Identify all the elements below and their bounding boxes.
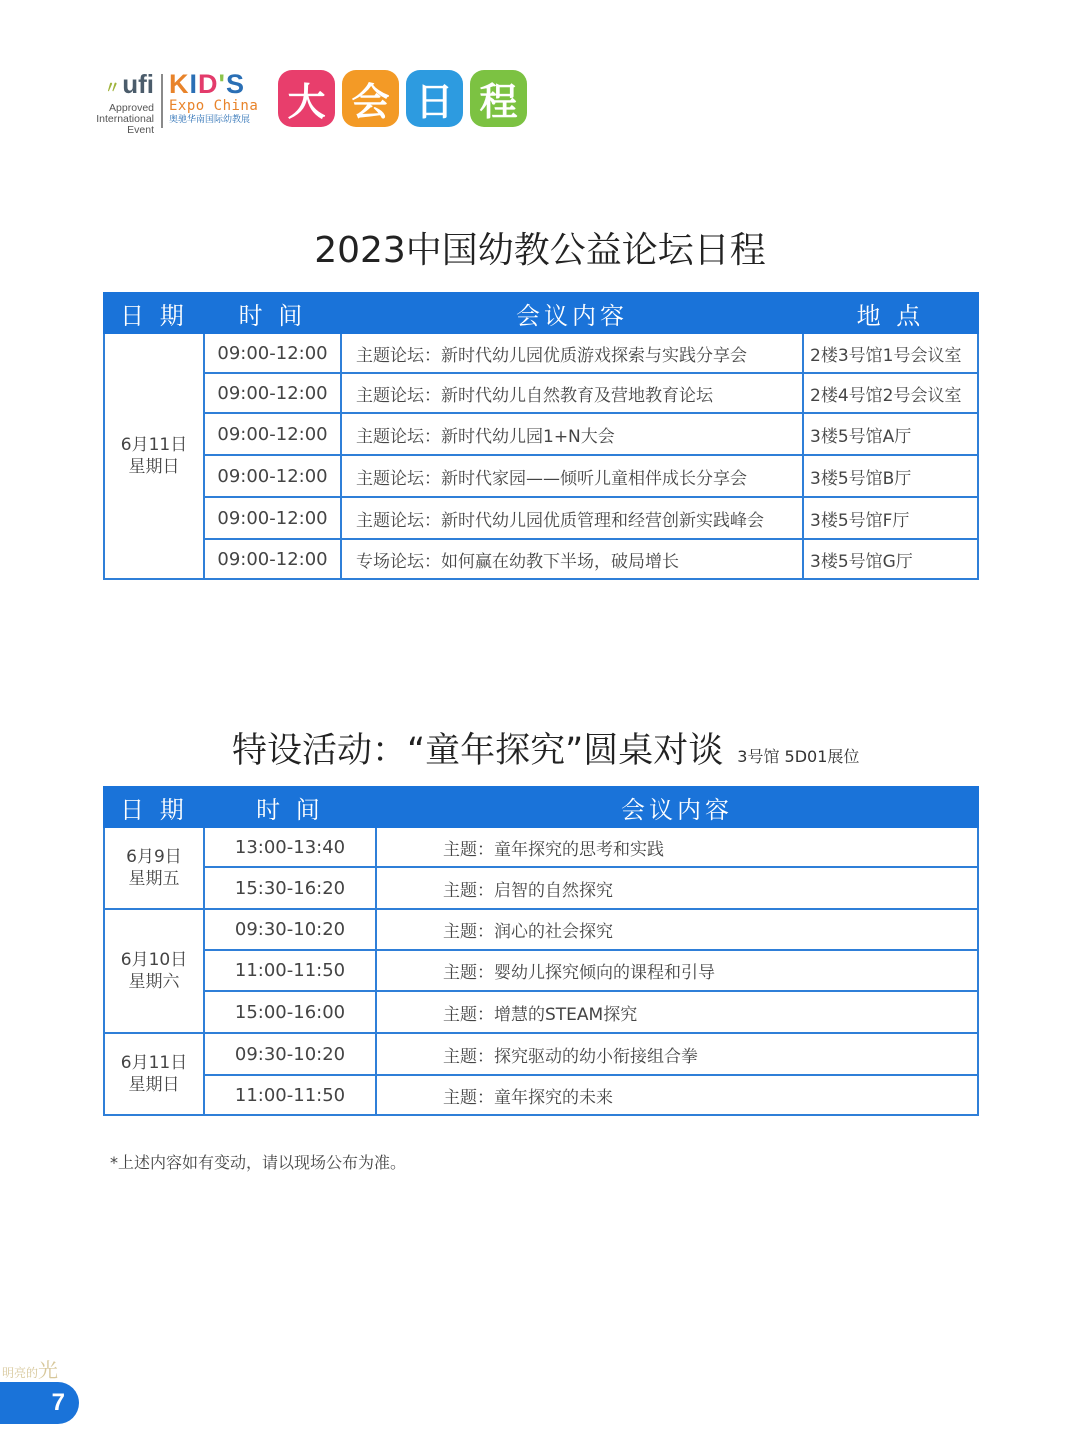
page-number: 7: [51, 1389, 65, 1416]
time-cell: 15:00-16:00: [204, 991, 376, 1033]
content-cell: 主题论坛：新时代家园——倾听儿童相伴成长分享会: [341, 455, 803, 497]
time-cell: 09:30-10:20: [204, 1033, 376, 1075]
table-row: [104, 950, 978, 991]
time-cell: 09:00-12:00: [204, 373, 341, 413]
time-cell: 09:00-12:00: [204, 497, 341, 539]
table-row: [104, 413, 978, 455]
time-cell: 09:30-10:20: [204, 909, 376, 950]
kids-letter: ': [218, 69, 226, 99]
weekday-text: 星期六: [128, 972, 180, 992]
kids-letter: I: [189, 69, 199, 99]
logo-divider: [161, 74, 163, 128]
place-cell: 3楼5号馆F厅: [803, 497, 978, 539]
weekday-text: 星期日: [128, 457, 180, 477]
page-number-tab: [0, 1382, 79, 1424]
place-cell: 3楼5号馆B厅: [803, 455, 978, 497]
time-cell: 09:00-12:00: [204, 455, 341, 497]
header-date: 日 期: [104, 293, 204, 333]
expo-chinese-name: 奥驰华南国际幼教展: [169, 115, 251, 125]
footnote: *上述内容如有变动，请以现场公布为准。: [110, 1153, 407, 1172]
special-header-row: [104, 787, 978, 827]
time-cell: 09:00-12:00: [204, 413, 341, 455]
place-cell: 2楼4号馆2号会议室: [803, 373, 978, 413]
place-cell: 3楼5号馆A厅: [803, 413, 978, 455]
schedule-banner: [278, 70, 527, 127]
table-row: [104, 455, 978, 497]
special-schedule-table: [103, 786, 979, 1116]
watermark-big: 光: [38, 1358, 59, 1382]
table-row: [104, 497, 978, 539]
topic-cell: 主题：增慧的STEAM探究: [376, 991, 978, 1033]
place-cell: 3楼5号馆G厅: [803, 539, 978, 579]
time-cell: 09:00-12:00: [204, 333, 341, 373]
header-content: 会议内容: [376, 787, 978, 827]
header-date: 日 期: [104, 787, 204, 827]
kids-letter: K: [169, 69, 190, 99]
table-row: [104, 539, 978, 579]
ufi-logo: [88, 69, 154, 136]
ufi-line-approved: Approved: [109, 102, 154, 114]
date-text: 6月11日: [120, 435, 188, 455]
content-cell: 主题论坛：新时代幼儿园优质游戏探索与实践分享会: [341, 333, 803, 373]
content-cell: 专场论坛：如何赢在幼教下半场，破局增长: [341, 539, 803, 579]
time-cell: 09:00-12:00: [204, 539, 341, 579]
table-row: [104, 1075, 978, 1115]
table-row: [104, 373, 978, 413]
date-text: 6月11日: [120, 1053, 188, 1073]
topic-cell: 主题：启智的自然探究: [376, 867, 978, 909]
time-cell: 15:30-16:20: [204, 867, 376, 909]
date-cell: [104, 909, 204, 1033]
topic-cell: 主题：婴幼儿探究倾向的课程和引导: [376, 950, 978, 991]
banner-char-tile: 大: [278, 70, 335, 127]
date-text: 6月10日: [120, 950, 188, 970]
place-cell: 2楼3号馆1号会议室: [803, 333, 978, 373]
header-place: 地 点: [803, 293, 978, 333]
table-row: [104, 867, 978, 909]
ufi-word: ufi: [122, 69, 154, 99]
expo-china-text: Expo China: [169, 98, 259, 114]
topic-cell: 主题：童年探究的未来: [376, 1075, 978, 1115]
topic-cell: 主题：探究驱动的幼小衔接组合拳: [376, 1033, 978, 1075]
banner-char-tile: 日: [406, 70, 463, 127]
time-cell: 11:00-11:50: [204, 950, 376, 991]
date-cell: [104, 333, 204, 579]
date-cell: [104, 827, 204, 909]
header-time: 时 间: [204, 293, 341, 333]
weekday-text: 星期五: [128, 869, 180, 889]
kids-expo-logo: [169, 70, 269, 130]
special-location: 3号馆 5D01展位: [737, 747, 860, 766]
banner-char-tile: 会: [342, 70, 399, 127]
topic-cell: 主题：童年探究的思考和实践: [376, 827, 978, 867]
header-time: 时 间: [204, 787, 376, 827]
special-title-block: [232, 723, 859, 773]
weekday-text: 星期日: [128, 1075, 180, 1095]
table-row: [104, 333, 978, 373]
ufi-line-international: International: [96, 113, 154, 125]
watermark-small: 明亮的: [2, 1366, 39, 1380]
kids-wordmark: [169, 70, 269, 98]
content-cell: 主题论坛：新时代幼儿园优质管理和经营创新实践峰会: [341, 497, 803, 539]
table-row: [104, 1033, 978, 1075]
date-text: 6月9日: [126, 847, 182, 867]
forum-header-row: [104, 293, 978, 333]
forum-schedule-table: [103, 292, 979, 580]
kids-letter: D: [198, 69, 219, 99]
date-cell: [104, 1033, 204, 1115]
table-row: [104, 909, 978, 950]
special-title: 特设活动：“童年探究”圆桌对谈: [232, 731, 724, 771]
content-cell: 主题论坛：新时代幼儿园1+N大会: [341, 413, 803, 455]
ufi-swoosh-icon: 〃: [104, 80, 121, 97]
header-content: 会议内容: [341, 293, 803, 333]
forum-title: 2023中国幼教公益论坛日程: [314, 230, 766, 271]
table-row: [104, 827, 978, 867]
kids-letter: S: [225, 69, 245, 99]
page-watermark: [2, 1354, 58, 1383]
time-cell: 13:00-13:40: [204, 827, 376, 867]
time-cell: 11:00-11:50: [204, 1075, 376, 1115]
topic-cell: 主题：润心的社会探究: [376, 909, 978, 950]
table-row: [104, 991, 978, 1033]
ufi-line-event: Event: [127, 124, 154, 136]
banner-char-tile: 程: [470, 70, 527, 127]
content-cell: 主题论坛：新时代幼儿自然教育及营地教育论坛: [341, 373, 803, 413]
